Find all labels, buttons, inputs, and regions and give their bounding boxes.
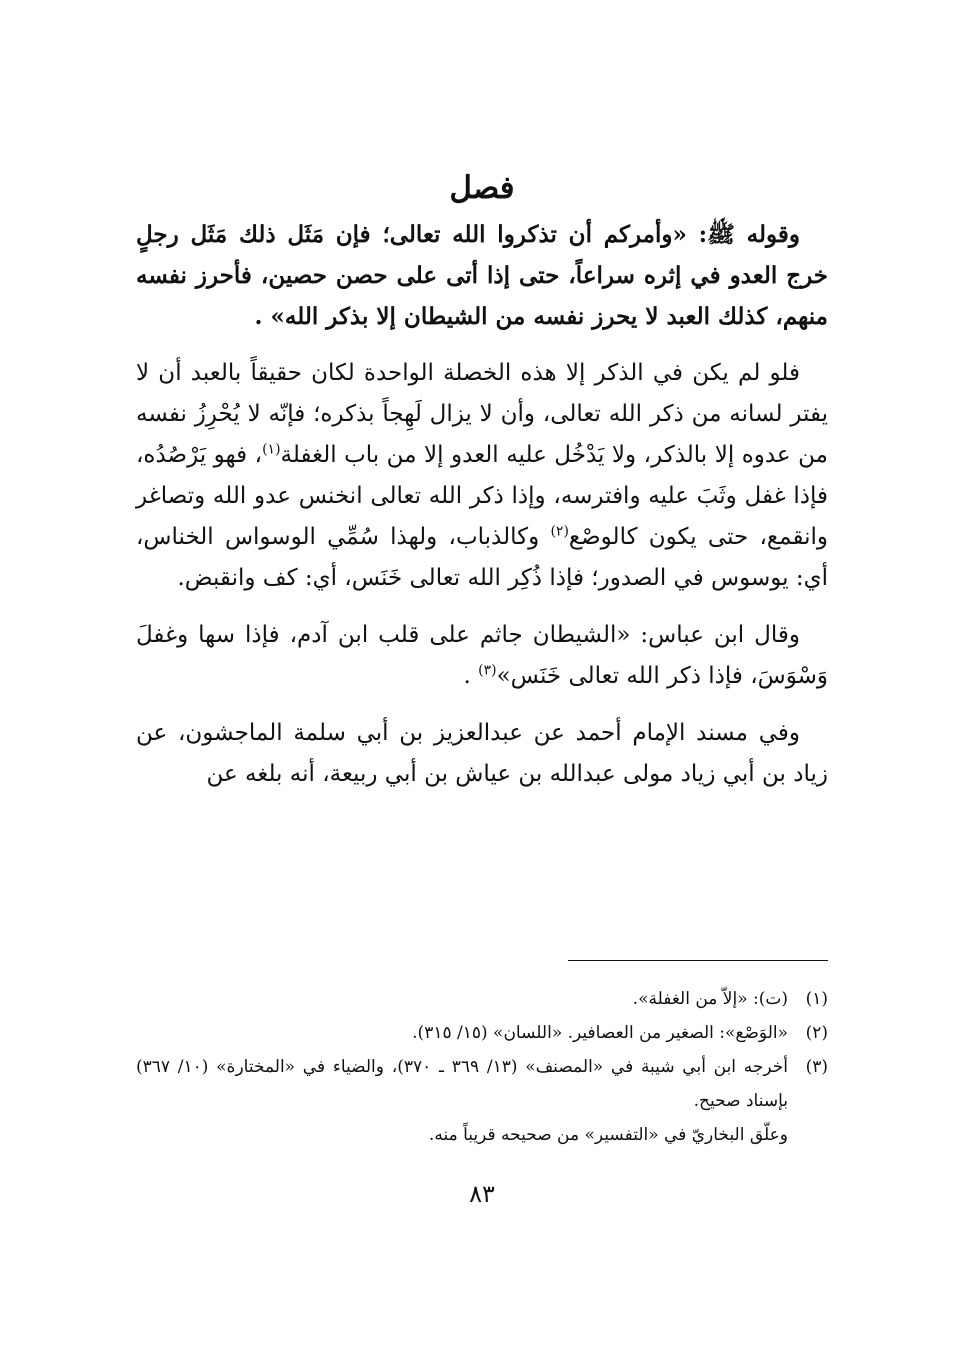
- paragraph-text: ، فهو يَرْصُدُه، فإذا غفل وثَبَ عليه وافترسه، وإذا ذكر الله تعالى انخنس عدو الله وتصاغر وانقمع، حتى يكون كالوصْع: [136, 442, 828, 551]
- footnote-number: (٢): [805, 1023, 828, 1043]
- page-number: ٨٣: [469, 1180, 495, 1208]
- footnote-item: [136, 982, 828, 1016]
- footnote-text: أخرجه ابن أبي شيبة في «المصنف» (١٣/ ٣٦٩ ـ ٣٧٠)، والضياء في «المختارة» (١٠/ ٣٦٧) بإسناد صحيح.: [136, 1057, 788, 1111]
- page-body: [136, 150, 828, 811]
- footnote-divider: [568, 960, 828, 961]
- footnote-number: (١): [805, 989, 828, 1009]
- paragraph-text: فلو لم يكن في الذكر إلا هذه الخصلة الواحدة لكان حقيقاً بالعبد أن لا يفتر لسانه من ذكر الله تعالى، وأن لا يزال لَهِجاً بذكره؛ فإنّه لا يُحْرِزُ نفسه من عدوه إلا بالذكر، ولا يَدْخُل عليه العدو إلا من باب الغفلة: [136, 360, 828, 469]
- section-heading: فصل: [449, 170, 515, 206]
- footnote-continuation: وعلّق البخاريّ في «التفسير» من صحيحه قريباً منه.: [428, 1125, 788, 1145]
- footnotes: [136, 982, 828, 1152]
- paragraph-text: .: [463, 663, 479, 690]
- footnote-number: (٣): [805, 1057, 828, 1077]
- paragraph-musnad: وفي مسند الإمام أحمد عن عبدالعزيز بن أبي سلمة الماجشون، عن زياد بن أبي زياد مولى عبدالله بن عياش بن أبي ربيعة، أنه بلغه عن: [136, 720, 828, 788]
- paragraph-text: وكالذباب، ولهذا سُمِّي الوسواس الخناس، أي: يوسوس في الصدور؛ فإذا ذُكِر الله تعالى خَنَس، أي: كف وانقبض.: [136, 524, 828, 592]
- footnote-item: [136, 1016, 828, 1050]
- footnote-text: «الوَصْع»: الصغير من العصافير. «اللسان» (١٥/ ٣١٥).: [412, 1023, 788, 1043]
- footnote-ref-3[interactable]: (٣): [478, 662, 497, 679]
- footnote-ref-1[interactable]: (١): [262, 441, 281, 458]
- paragraph-hadith: وقوله ﷺ: «وأمركم أن تذكروا الله تعالى؛ فإن مَثَل ذلك مَثَل رجلٍ خرج العدو في إثره سراعاً، حتى إذا أتى على حصن حصين، فأحرز نفسه منهم، كذلك العبد لا يحرز نفسه من الشيطان إلا بذكر الله» .: [136, 221, 828, 331]
- footnote-text: (ت): «إلاّ من الغفلة».: [632, 989, 788, 1009]
- footnote-ref-2[interactable]: (٢): [550, 523, 569, 540]
- paragraph-text: وقال ابن عباس: «الشيطان جاثم على قلب ابن آدم، فإذا سها وغفلَ وَسْوَسَ، فإذا ذكر الله تعالى خَنَس»: [136, 622, 828, 690]
- paragraph-ibn-abbas: [136, 615, 828, 697]
- footnote-item: [136, 1050, 828, 1118]
- paragraph-commentary: [136, 353, 828, 599]
